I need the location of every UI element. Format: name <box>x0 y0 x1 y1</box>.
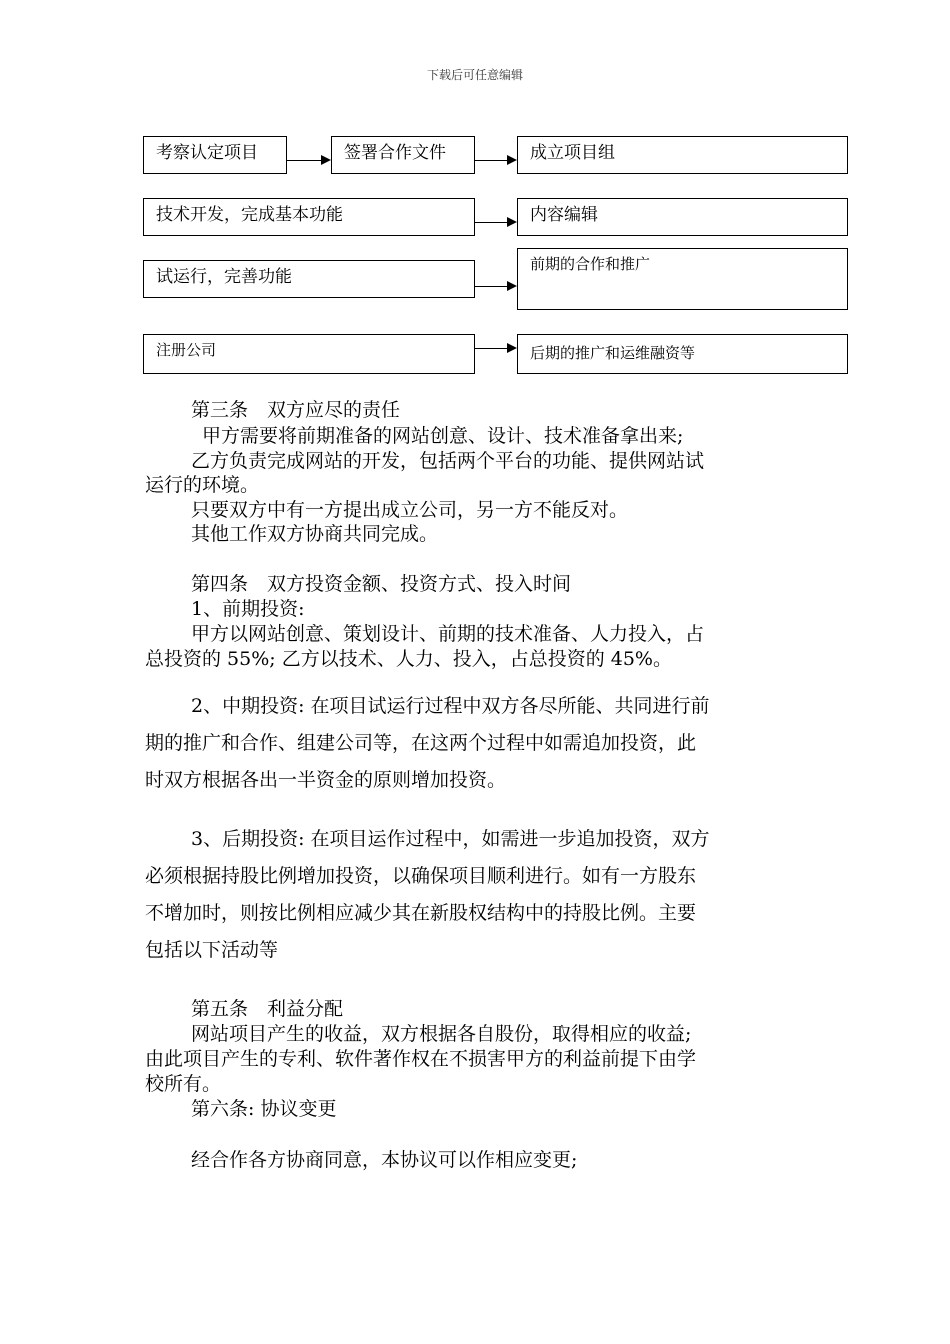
article-4-line: 期的推广和合作、组建公司等，在这两个过程中如需追加投资，此 <box>145 732 697 754</box>
flow-arrow <box>475 348 515 349</box>
article-6-title: 第六条: 协议变更 <box>191 1098 337 1120</box>
flow-box-late-promo: 后期的推广和运维融资等 <box>517 334 848 374</box>
article-3-line: 乙方负责完成网站的开发，包括两个平台的功能、提供网站试 <box>191 450 705 472</box>
flow-arrow <box>475 222 515 223</box>
article-3-line: 运行的环境。 <box>145 474 260 496</box>
article-4-subtitle: 1、前期投资: <box>191 598 305 620</box>
flow-box-sign: 签署合作文件 <box>331 136 475 174</box>
flow-arrow <box>475 286 515 287</box>
article-4-line: 3、后期投资: 在项目运作过程中，如需进一步追加投资，双方 <box>191 828 710 850</box>
flow-box-develop: 技术开发，完成基本功能 <box>143 198 475 236</box>
flow-box-content: 内容编辑 <box>517 198 848 236</box>
article-5-line: 由此项目产生的专利、软件著作权在不损害甲方的利益前提下由学 <box>145 1048 697 1070</box>
article-3-line: 只要双方中有一方提出成立公司，另一方不能反对。 <box>191 499 629 521</box>
article-5-line: 网站项目产生的收益，双方根据各自股份，取得相应的收益; <box>191 1023 692 1045</box>
article-4-line: 2、中期投资: 在项目试运行过程中双方各尽所能、共同进行前 <box>191 695 710 717</box>
flow-box-early-promo: 前期的合作和推广 <box>517 248 848 310</box>
article-4-line: 不增加时，则按比例相应减少其在新股权结构中的持股比例。主要 <box>145 902 697 924</box>
flow-box-team: 成立项目组 <box>517 136 848 174</box>
article-4-line: 甲方以网站创意、策划设计、前期的技术准备、人力投入，占 <box>191 623 705 645</box>
article-3-line: 甲方需要将前期准备的网站创意、设计、技术准备拿出来; <box>202 425 684 447</box>
flow-box-trial: 试运行，完善功能 <box>143 260 475 298</box>
article-4-line: 时双方根据各出一半资金的原则增加投资。 <box>145 769 507 791</box>
flow-arrow <box>287 160 329 161</box>
article-3-line: 其他工作双方协商共同完成。 <box>191 523 439 545</box>
article-5-title: 第五条 利益分配 <box>191 998 344 1020</box>
flow-box-inspect: 考察认定项目 <box>143 136 287 174</box>
article-4-line: 必须根据持股比例增加投资，以确保项目顺利进行。如有一方股东 <box>145 865 697 887</box>
article-4-title: 第四条 双方投资金额、投资方式、投入时间 <box>191 573 572 595</box>
article-3-title: 第三条 双方应尽的责任 <box>191 399 401 421</box>
article-5-line: 校所有。 <box>145 1073 222 1095</box>
header-note: 下载后可任意编辑 <box>426 68 523 82</box>
article-4-line: 总投资的 55%; 乙方以技术、人力、投入，占总投资的 45%。 <box>145 648 672 670</box>
flow-arrow <box>475 160 515 161</box>
article-6-line: 经合作各方协商同意，本协议可以作相应变更; <box>191 1149 578 1171</box>
flow-box-register: 注册公司 <box>143 334 475 374</box>
article-4-line: 包括以下活动等 <box>145 939 279 961</box>
